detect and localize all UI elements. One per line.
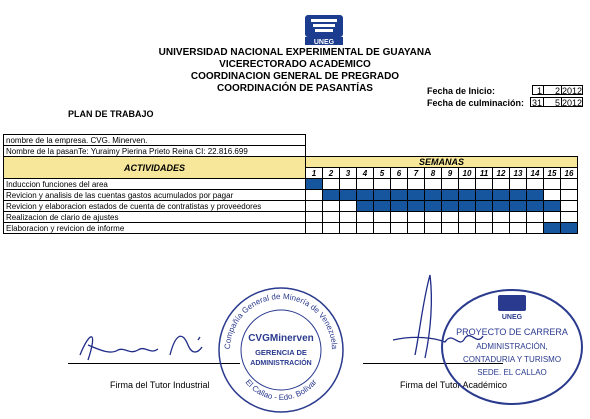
week-cell-empty xyxy=(459,223,476,234)
week-7-header: 7 xyxy=(408,168,425,179)
week-cell-empty xyxy=(442,223,459,234)
week-14-header: 14 xyxy=(527,168,544,179)
uneg-stamp xyxy=(440,287,585,407)
week-cell-filled xyxy=(374,190,391,201)
week-cell-empty xyxy=(510,223,527,234)
week-cell-empty xyxy=(527,223,544,234)
stamp-left-line1: GERENCIA DE xyxy=(255,348,307,357)
activity-label: Induccion funciones del area xyxy=(4,179,306,190)
end-month: 5 xyxy=(543,97,562,107)
start-month: 2 xyxy=(543,85,562,95)
week-cell-empty xyxy=(459,212,476,223)
stamp-right-line2: ADMINISTRACIÓN, xyxy=(476,342,548,351)
week-cell-empty xyxy=(323,223,340,234)
week-cell-filled xyxy=(442,190,459,201)
work-plan-table xyxy=(3,134,578,234)
week-cell-filled xyxy=(306,179,323,190)
stamp-left-line2: ADMINISTRACIÓN xyxy=(250,360,312,367)
week-cell-empty xyxy=(544,212,561,223)
week-cell-filled xyxy=(408,190,425,201)
week-cell-empty xyxy=(425,212,442,223)
week-cell-empty xyxy=(561,179,578,190)
company-row xyxy=(4,135,578,146)
week-15-header: 15 xyxy=(544,168,561,179)
week-cell-filled xyxy=(459,190,476,201)
stamp-right-line3: CONTADURIA Y TURISMO xyxy=(462,355,562,364)
week-cell-filled xyxy=(408,201,425,212)
week-cell-filled xyxy=(527,190,544,201)
header-line-university: UNIVERSIDAD NACIONAL EXPERIMENTAL DE GUAYANA xyxy=(158,47,432,58)
week-cell-filled xyxy=(476,201,493,212)
week-cell-empty xyxy=(323,179,340,190)
week-cell-empty xyxy=(561,201,578,212)
week-cell-filled xyxy=(476,190,493,201)
week-5-header: 5 xyxy=(374,168,391,179)
end-date-label: Fecha de culminación: xyxy=(427,98,525,108)
week-cell-empty xyxy=(510,212,527,223)
week-2-header: 2 xyxy=(323,168,340,179)
week-cell-empty xyxy=(476,212,493,223)
activity-label: Elaboracion y revicion de informe xyxy=(4,223,306,234)
week-cell-filled xyxy=(340,190,357,201)
week-cell-empty xyxy=(374,212,391,223)
week-1-header: 1 xyxy=(306,168,323,179)
week-cell-filled xyxy=(391,190,408,201)
week-3-header: 3 xyxy=(340,168,357,179)
week-cell-empty xyxy=(306,190,323,201)
week-9-header: 9 xyxy=(442,168,459,179)
end-year: 2012 xyxy=(562,98,583,108)
stamp-left-ring: Compañía General de Minería de Venezuela xyxy=(222,291,340,350)
stamp-left-bottom: El Callao - Edo. Bolívar xyxy=(243,377,319,403)
header-line-vicerrectorado: VICERECTORADO ACADEMICO xyxy=(219,59,371,70)
plan-title: PLAN DE TRABAJO xyxy=(68,109,154,119)
week-cell-empty xyxy=(527,212,544,223)
week-cell-empty xyxy=(323,201,340,212)
week-cell-empty xyxy=(493,212,510,223)
week-cell-empty xyxy=(357,212,374,223)
week-cell-empty xyxy=(476,223,493,234)
week-cell-empty xyxy=(306,212,323,223)
academic-tutor-label: Firma del Tutor Académico xyxy=(400,380,508,390)
intern-row xyxy=(4,146,578,157)
week-cell-filled xyxy=(374,201,391,212)
week-cell-empty xyxy=(476,179,493,190)
table-row xyxy=(4,179,578,190)
start-date-label: Fecha de Inicio: xyxy=(427,86,496,96)
intern-cell: Nombre de la pasanTe: Yuraimy Pierina Prieto Reina CI: 22.816.699 xyxy=(4,146,306,157)
week-cell-empty xyxy=(408,212,425,223)
industrial-signature-line xyxy=(68,363,240,364)
week-11-header: 11 xyxy=(476,168,493,179)
week-cell-filled xyxy=(493,190,510,201)
week-cell-filled xyxy=(493,201,510,212)
week-cell-empty xyxy=(306,201,323,212)
activities-header: ACTIVIDADES xyxy=(4,157,306,179)
week-cell-empty xyxy=(340,223,357,234)
week-cell-filled xyxy=(357,190,374,201)
week-cell-empty xyxy=(544,190,561,201)
minerven-stamp xyxy=(216,285,346,415)
week-8-header: 8 xyxy=(425,168,442,179)
week-cell-empty xyxy=(459,179,476,190)
stamp-right-line4: SEDE. EL CALLAO xyxy=(477,368,547,377)
week-cell-filled xyxy=(527,201,544,212)
activity-label: Realizacion de clario de ajustes xyxy=(4,212,306,223)
table-row xyxy=(4,201,578,212)
week-cell-empty xyxy=(544,179,561,190)
week-cell-empty xyxy=(374,179,391,190)
week-cell-empty xyxy=(510,179,527,190)
week-4-header: 4 xyxy=(357,168,374,179)
week-cell-empty xyxy=(425,223,442,234)
header-line-coordinacion-general: COORDINACION GENERAL DE PREGRADO xyxy=(190,71,400,82)
week-cell-empty xyxy=(442,179,459,190)
week-cell-filled xyxy=(357,201,374,212)
week-cell-empty xyxy=(493,179,510,190)
week-6-header: 6 xyxy=(391,168,408,179)
week-cell-empty xyxy=(323,212,340,223)
week-cell-empty xyxy=(493,223,510,234)
header-line-coordinacion-pasantias: COORDINACIÓN DE PASANTÍAS xyxy=(217,83,373,94)
week-10-header: 10 xyxy=(459,168,476,179)
week-13-header: 13 xyxy=(510,168,527,179)
week-16-header: 16 xyxy=(561,168,578,179)
week-cell-empty xyxy=(340,212,357,223)
week-cell-empty xyxy=(306,223,323,234)
week-cell-empty xyxy=(408,179,425,190)
table-row xyxy=(4,212,578,223)
week-cell-empty xyxy=(374,223,391,234)
week-cell-filled xyxy=(425,201,442,212)
week-cell-filled xyxy=(459,201,476,212)
dates-block xyxy=(0,0,590,110)
table-header-row xyxy=(4,157,578,168)
week-cell-filled xyxy=(544,223,561,234)
stamp-right-line1: PROYECTO DE CARRERA xyxy=(456,327,568,337)
week-cell-filled xyxy=(425,190,442,201)
week-cell-filled xyxy=(561,223,578,234)
start-year: 2012 xyxy=(562,86,583,96)
start-day: 1 xyxy=(532,85,544,95)
week-cell-filled xyxy=(510,201,527,212)
week-cell-empty xyxy=(340,201,357,212)
logo-text: UNEG xyxy=(313,39,335,46)
week-cell-filled xyxy=(391,201,408,212)
week-cell-empty xyxy=(561,212,578,223)
week-cell-empty xyxy=(408,223,425,234)
week-cell-filled xyxy=(544,201,561,212)
week-cell-filled xyxy=(510,190,527,201)
week-cell-empty xyxy=(442,212,459,223)
activity-label: Revicion y elaboracion estados de cuenta de contratistas y proveedores xyxy=(4,201,306,212)
table-row xyxy=(4,190,578,201)
stamp-right-logo-text: UNEG xyxy=(501,314,523,321)
week-cell-filled xyxy=(442,201,459,212)
week-cell-empty xyxy=(340,179,357,190)
activity-label: Revicion y analisis de las cuentas gastos acumulados por pagar xyxy=(4,190,306,201)
week-cell-empty xyxy=(391,223,408,234)
week-cell-empty xyxy=(561,190,578,201)
company-cell: nombre de la empresa. CVG. Minerven. xyxy=(4,135,306,146)
week-cell-empty xyxy=(425,179,442,190)
week-12-header: 12 xyxy=(493,168,510,179)
week-cell-empty xyxy=(357,223,374,234)
week-cell-empty xyxy=(527,179,544,190)
week-cell-filled xyxy=(323,190,340,201)
week-cell-empty xyxy=(391,212,408,223)
week-cell-empty xyxy=(391,179,408,190)
end-day: 31 xyxy=(531,98,542,108)
industrial-tutor-label: Firma del Tutor Industrial xyxy=(110,380,210,390)
week-cell-empty xyxy=(357,179,374,190)
table-row xyxy=(4,223,578,234)
stamp-left-name: CVGMinerven xyxy=(248,333,314,344)
weeks-header: SEMANAS xyxy=(306,157,578,168)
